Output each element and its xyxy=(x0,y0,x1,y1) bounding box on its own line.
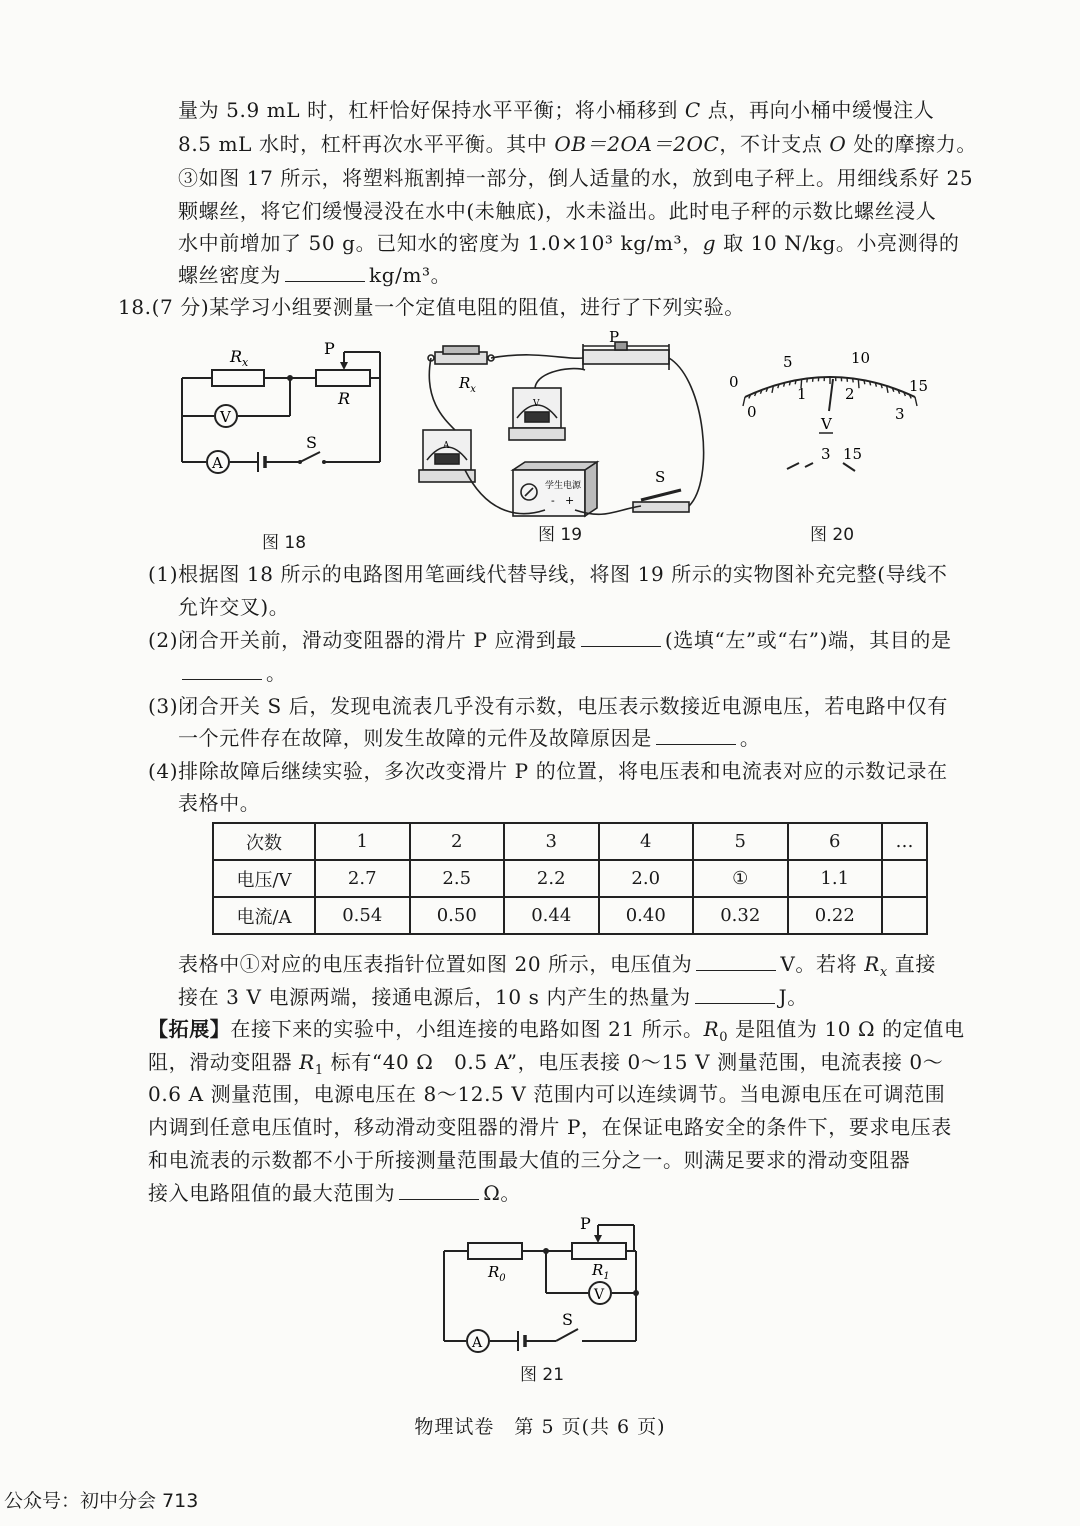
figure-19-apparatus xyxy=(415,330,715,530)
answer-blank[interactable] xyxy=(285,261,365,282)
svg-text:Rx: $R_x$ xyxy=(230,347,249,369)
svg-text:V: V xyxy=(594,1287,605,1303)
table-cell: 0.54 xyxy=(315,897,410,934)
dial-tick xyxy=(853,378,854,382)
answer-blank[interactable] xyxy=(182,659,262,680)
svg-text:S: S xyxy=(655,468,666,486)
table-cell: 0.40 xyxy=(599,897,694,934)
dial-tick xyxy=(870,381,871,385)
question-18-title: 18.(7 分)某学习小组要测量一个定值电阻的阻值，进行了下列实验。 xyxy=(118,295,745,319)
table-cell: 2.5 xyxy=(410,860,505,897)
figure-18-circuit xyxy=(170,340,400,480)
table-cell: … xyxy=(882,823,927,860)
table-cell: 1.1 xyxy=(788,860,883,897)
answer-blank[interactable] xyxy=(695,983,775,1004)
svg-text:P: P xyxy=(324,339,335,358)
answer-blank[interactable] xyxy=(399,1179,479,1200)
text-line: 【拓展】在接下来的实验中，小组连接的电路如图 21 所示。$R_0$ 是阻值为 10 Ω 的定值电 xyxy=(148,1017,965,1045)
figure-21-circuit xyxy=(436,1215,656,1355)
table-row xyxy=(213,823,927,860)
text-line: 0.6 A 测量范围，电源电压在 8～12.5 V 范围内可以连续调节。当电源电压在可调范围 xyxy=(148,1082,946,1106)
text-line: 阻，滑动变阻器 $R_1$ 标有“40 Ω 0.5 A”，电压表接 0～15 V 测量范围，电流表接 0～ xyxy=(148,1050,944,1078)
text-line: 内调到任意电压值时，移动滑动变阻器的滑片 P，在保证电路安全的条件下，要求电压表 xyxy=(148,1115,952,1139)
svg-text:1: 1 xyxy=(797,385,807,403)
table-cell: 0.32 xyxy=(693,897,788,934)
answer-blank[interactable] xyxy=(581,626,661,647)
text-line: (1)根据图 18 所示的电路图用笔画线代替导线，将图 19 所示的实物图补充完整(导线不 xyxy=(148,562,948,586)
table-cell: 0.44 xyxy=(504,897,599,934)
text-line: (2)闭合开关前，滑动变阻器的滑片 P 应滑到最 (选填“左”或“右”)端，其目的是 xyxy=(148,628,952,652)
svg-text:15: 15 xyxy=(909,377,929,395)
text-line: 接入电路阻值的最大范围为 Ω。 xyxy=(148,1181,521,1205)
svg-text:0: 0 xyxy=(729,373,739,391)
svg-text:3: 3 xyxy=(821,445,831,463)
svg-text:3: 3 xyxy=(895,405,905,423)
text-line: 和电流表的示数都不小于所接测量范围最大值的三分之一。则满足要求的滑动变阻器 xyxy=(148,1148,911,1172)
svg-text:R0: $R_0$ xyxy=(488,1263,506,1284)
table-cell xyxy=(882,897,927,934)
data-table xyxy=(212,822,928,935)
table-cell: 2.2 xyxy=(504,860,599,897)
svg-text:Rx: $R_x$ xyxy=(459,374,476,395)
svg-text:R: R xyxy=(338,389,351,408)
dial-tick xyxy=(743,397,745,406)
table-cell: 6 xyxy=(788,823,883,860)
table-cell: 2.7 xyxy=(315,860,410,897)
svg-text:S: S xyxy=(306,433,317,452)
text-line: 允许交叉)。 xyxy=(178,595,290,619)
table-cell xyxy=(882,860,927,897)
resistor-rx xyxy=(212,370,264,386)
svg-text:V: V xyxy=(533,399,540,409)
text-line: 颗螺丝，将它们缓慢浸没在水中(未触底)，水未溢出。此时电子秤的示数比螺丝浸人 xyxy=(178,199,937,223)
svg-text:2: 2 xyxy=(845,385,855,403)
svg-text:学生电源: 学生电源 xyxy=(545,481,582,491)
answer-blank[interactable] xyxy=(656,724,736,745)
dial-tick xyxy=(795,380,796,384)
text-line: ③如图 17 所示，将塑料瓶割掉一部分，倒人适量的水，放到电子秤上。用细线系好 25 xyxy=(178,166,974,190)
figure-19-caption: 图 19 xyxy=(538,525,583,545)
dial-tick xyxy=(864,380,865,384)
svg-text:A: A xyxy=(472,1335,483,1351)
text-line: (3)闭合开关 S 后，发现电流表几乎没有示数，电压表示数接近电源电压，若电路中仅有 xyxy=(148,694,948,718)
svg-text:V: V xyxy=(821,415,832,433)
table-cell: 2.0 xyxy=(599,860,694,897)
svg-text:0: 0 xyxy=(747,403,757,421)
table-cell: 2 xyxy=(410,823,505,860)
text-line: 8.5 mL 水时，杠杆再次水平平衡。其中 OB＝2OA＝2OC，不计支点 O 处的摩擦力。 xyxy=(178,132,977,156)
text-line: 一个元件存在故障，则发生故障的元件及故障原因是 。 xyxy=(178,726,761,750)
text-line: 量为 5.9 mL 时，杠杆恰好保持水平平衡；将小桶移到 C 点，再向小桶中缓慢注人 xyxy=(178,98,935,122)
svg-text:15: 15 xyxy=(843,445,863,463)
table-cell: 1 xyxy=(315,823,410,860)
table-cell: 0.50 xyxy=(410,897,505,934)
figure-20-caption: 图 20 xyxy=(810,525,855,545)
text-line: 表格中。 xyxy=(178,791,261,815)
rheostat-r xyxy=(316,370,370,386)
figure-21-caption: 图 21 xyxy=(520,1365,565,1385)
text-line: 螺丝密度为 kg/m³。 xyxy=(178,263,452,287)
resistor-r0 xyxy=(468,1243,522,1259)
svg-text:P: P xyxy=(580,1214,591,1233)
svg-text:P: P xyxy=(609,328,620,346)
answer-blank[interactable] xyxy=(696,950,776,971)
table-cell: 5 xyxy=(693,823,788,860)
table-cell: 4 xyxy=(599,823,694,860)
table-cell: 0.22 xyxy=(788,897,883,934)
switch-s xyxy=(556,1329,578,1341)
table-cell: 电压/V xyxy=(213,860,315,897)
svg-text:S: S xyxy=(562,1310,573,1329)
table-row xyxy=(213,860,927,897)
text-line: 水中前增加了 50 g。已知水的密度为 1.0×10³ kg/m³，g 取 10 N/kg。小亮测得的 xyxy=(178,231,960,255)
svg-text:10: 10 xyxy=(851,349,871,367)
figure-18-caption: 图 18 xyxy=(262,533,307,553)
text-line: 。 xyxy=(178,659,287,687)
dial-tick xyxy=(858,379,859,388)
table-cell: ① xyxy=(693,860,788,897)
text-line: (4)排除故障后继续实验，多次改变滑片 P 的位置，将电压表和电流表对应的示数记录在 xyxy=(148,759,948,783)
figure-20-dial xyxy=(725,345,935,495)
dial-tick xyxy=(915,397,917,406)
text-line: 接在 3 V 电源两端，接通电源后，10 s 内产生的热量为 J。 xyxy=(178,985,808,1009)
svg-text:V: V xyxy=(220,408,231,426)
svg-text:A: A xyxy=(443,441,450,451)
rheostat-r1 xyxy=(572,1243,626,1259)
table-cell: 电流/A xyxy=(213,897,315,934)
table-row xyxy=(213,897,927,934)
svg-text:5: 5 xyxy=(783,353,793,371)
switch-s xyxy=(300,452,320,462)
svg-text:-: - xyxy=(551,494,555,507)
dial-tick xyxy=(807,378,808,382)
dial-tick xyxy=(789,381,790,385)
svg-text:R1: $R_1$ xyxy=(592,1261,610,1282)
text-line: 表格中①对应的电压表指针位置如图 20 所示，电压值为 V。若将 $R_x$ 直接 xyxy=(178,952,936,980)
watermark: 公众号：初中分会 713 xyxy=(4,1490,199,1512)
table-cell: 3 xyxy=(504,823,599,860)
svg-text:A: A xyxy=(212,454,223,472)
svg-text:+: + xyxy=(565,494,575,507)
table-cell: 次数 xyxy=(213,823,315,860)
page-footer: 物理试卷 第 5 页(共 6 页) xyxy=(414,1416,666,1438)
